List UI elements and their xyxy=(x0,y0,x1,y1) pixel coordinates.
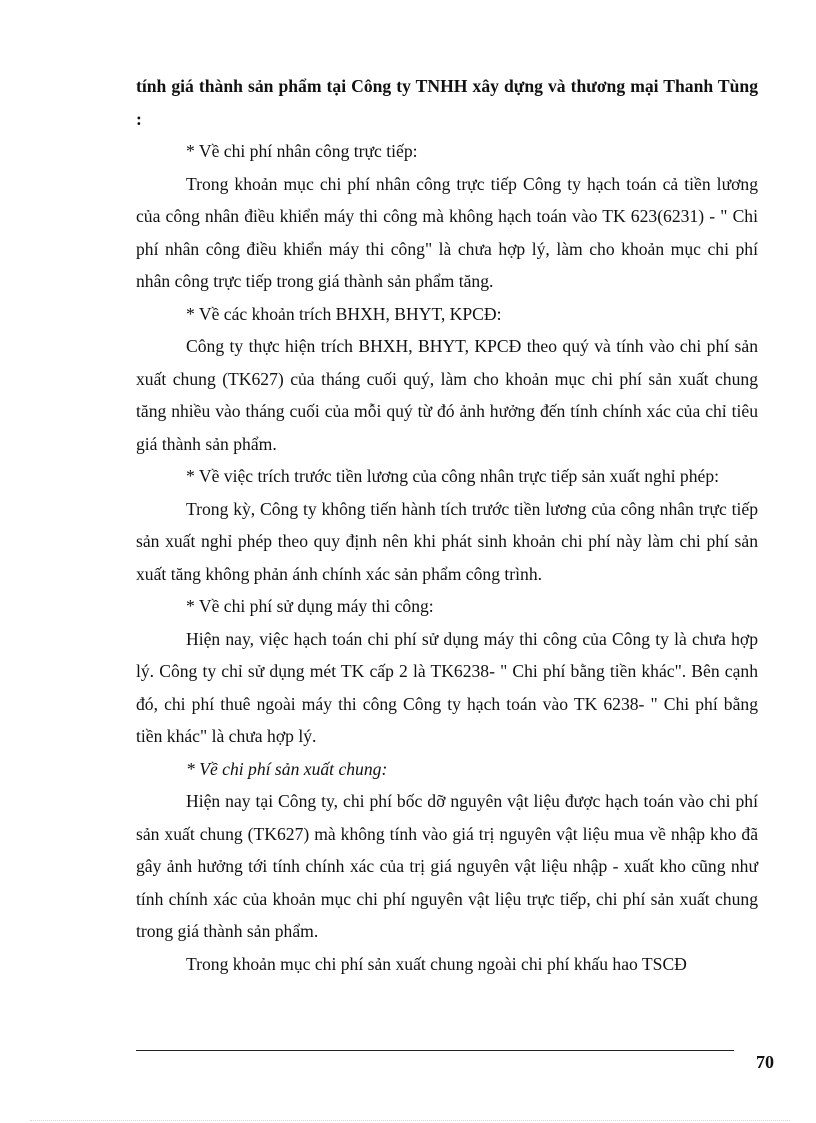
paragraph-leave-wage-accrual: Trong kỳ, Công ty không tiến hành tích trước tiền lương của công nhân trực tiếp sản xuất nghỉ phép theo quy định nên khi phát sinh khoản chi phí này làm chi phí sản xuất tăng không phản ánh chính xác sản phẩm công trình. xyxy=(136,498,758,584)
page-bottom-dotted-edge xyxy=(30,1120,790,1121)
paragraph-insurance-deductions: Công ty thực hiện trích BHXH, BHYT, KPCĐ theo quý và tính vào chi phí sản xuất chung (TK627) của tháng cuối quý, làm cho khoản mục chi phí sản xuất chung tăng nhiều vào tháng cuối của mỗi quý từ đó ảnh hưởng đến tính chính xác của chỉ tiêu giá thành sản phẩm. xyxy=(136,336,758,454)
subheading-general-production-costs: * Về chi phí sản xuất chung: xyxy=(186,758,388,779)
paragraph-depreciation-continued: Trong khoản mục chi phí sản xuất chung ngoài chi phí khấu hao TSCĐ xyxy=(186,953,687,974)
footer-divider xyxy=(136,1050,734,1051)
subheading-insurance-deductions: * Về các khoản trích BHXH, BHYT, KPCĐ: xyxy=(186,303,502,324)
section-heading: tính giá thành sản phẩm tại Công ty TNHH xây dựng và thương mại Thanh Tùng : xyxy=(136,76,758,129)
paragraph-machine-costs: Hiện nay, việc hạch toán chi phí sử dụng máy thi công của Công ty là chưa hợp lý. Công ty chỉ sử dụng mét TK cấp 2 là TK6238- " Chi phí bằng tiền khác". Bên cạnh đó, chi phí thuê ngoài máy thi công Công ty hạch toán vào TK 6238- " Chi phí bằng tiền khác" là chưa hợp lý. xyxy=(136,628,758,746)
subheading-leave-wage-accrual: * Về việc trích trước tiền lương của công nhân trực tiếp sản xuất nghỉ phép: xyxy=(186,466,720,486)
page-number: 70 xyxy=(756,1052,774,1072)
subheading-machine-costs: * Về chi phí sử dụng máy thi công: xyxy=(186,596,434,616)
page-body xyxy=(136,70,758,980)
subheading-direct-labor: * Về chi phí nhân công trực tiếp: xyxy=(186,141,418,161)
paragraph-direct-labor: Trong khoản mục chi phí nhân công trực tiếp Công ty hạch toán cả tiền lương của công nhân điều khiển máy thi công mà không hạch toán vào TK 623(6231) - " Chi phí nhân công điều khiển máy thi công" là chưa hợp lý, làm cho khoản mục chi phí nhân công trực tiếp trong giá thành sản phẩm tăng. xyxy=(136,173,758,291)
paragraph-general-production-costs: Hiện nay tại Công ty, chi phí bốc dỡ nguyên vật liệu được hạch toán vào chi phí sản xuất chung (TK627) mà không tính vào giá trị nguyên vật liệu mua về nhập kho đã gây ảnh hưởng tới tính chính xác của trị giá nguyên vật liệu nhập - xuất kho cũng như tính chính xác của khoản mục chi phí nguyên vật liệu trực tiếp, chi phí sản xuất chung trong giá thành sản phẩm. xyxy=(136,791,758,941)
